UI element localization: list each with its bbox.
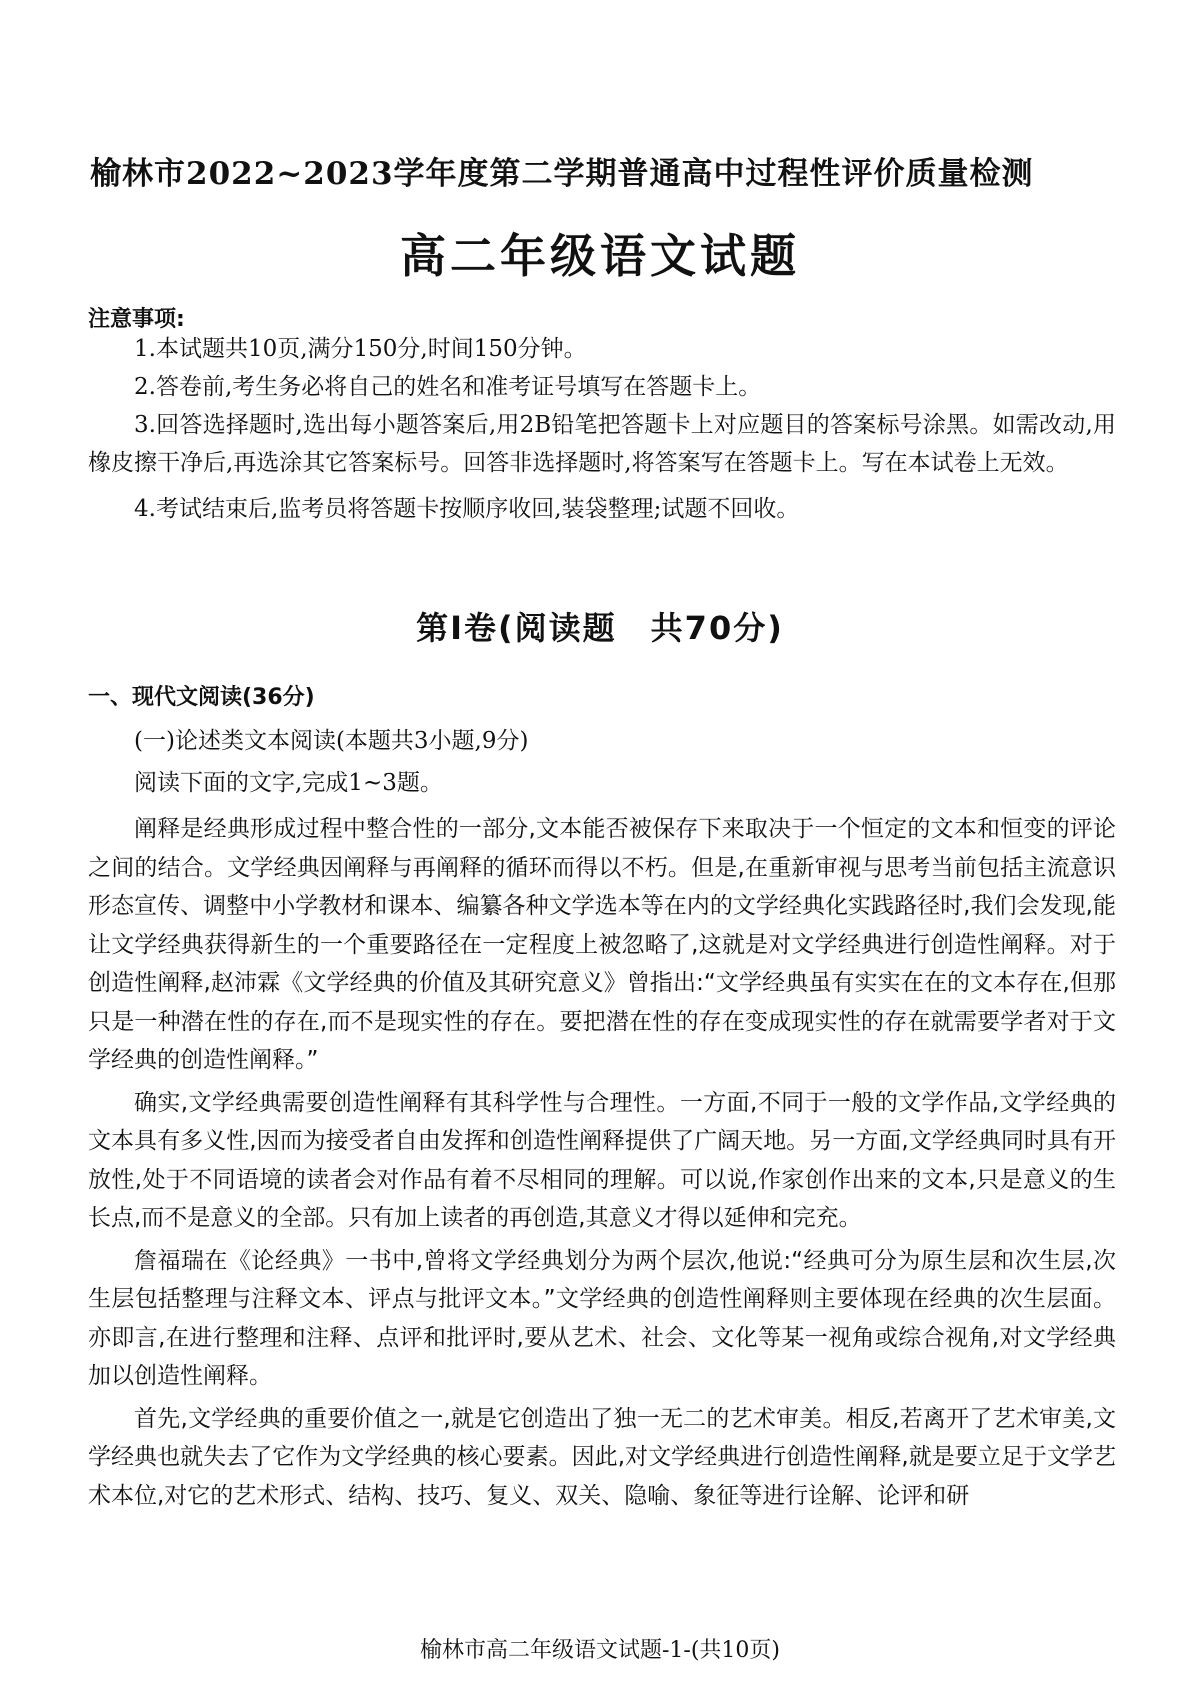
passage-paragraph: 詹福瑞在《论经典》一书中,曾将文学经典划分为两个层次,他说:“经典可分为原生层和次生层,次生层包括整理与注释文本、评点与批评文本。”文学经典的创造性阐释则主要体现在经典的次生层面。亦即言,在进行整理和注释、点评和批评时,要从艺术、社会、文化等某一视角或综合视角,对文学经典加以创造性阐释。: [88, 1247, 1116, 1389]
passage-paragraph: 确实,文学经典需要创造性阐释有其科学性与合理性。一方面,不同于一般的文学作品,文学经典的文本具有多义性,因而为接受者自由发挥和创造性阐释提供了广阔天地。另一方面,文学经典同时具有开放性,处于不同语境的读者会对作品有着不尽相同的理解。可以说,作家创作出来的文本,只是意义的生长点,而不是意义的全部。只有加上读者的再创造,其意义才得以延伸和完充。: [88, 1089, 1116, 1231]
notice-item: 1.本试题共10页,满分150分,时间150分钟。: [134, 336, 587, 362]
exam-title: 高二年级语文试题: [400, 229, 800, 283]
notice-list: [88, 330, 1116, 528]
notice-item: 3.回答选择题时,选出每小题答案后,用2B铅笔把答题卡上对应题目的答案标号涂黑。如需改动,用橡皮擦干净后,再选涂其它答案标号。回答非选择题时,将答案写在答题卡上。写在本试卷上无效。: [88, 412, 1116, 476]
reading-passage: [88, 810, 1116, 1519]
passage-paragraph: 首先,文学经典的重要价值之一,就是它创造出了独一无二的艺术审美。相反,若离开了艺术审美,文学经典也就失去了它作为文学经典的核心要素。因此,对文学经典进行创造性阐释,就是要立足于文学艺术本位,对它的艺术形式、结构、技巧、复义、双关、隐喻、象征等进行诠解、论评和研: [88, 1405, 1116, 1509]
part-heading: 一、现代文阅读(36分): [88, 685, 315, 710]
exam-header-line: 榆林市2022~2023学年度第二学期普通高中过程性评价质量检测: [90, 156, 1034, 192]
section-title: 第Ⅰ卷(阅读题 共70分): [416, 609, 784, 647]
notice-item: 2.答卷前,考生务必将自己的姓名和准考证号填写在答题卡上。: [134, 374, 762, 400]
page-footer: 榆林市高二年级语文试题-1-(共10页): [419, 1638, 781, 1663]
reading-instruction: 阅读下面的文字,完成1~3题。: [134, 770, 443, 796]
passage-paragraph: 阐释是经典形成过程中整合性的一部分,文本能否被保存下来取决于一个恒定的文本和恒变的评论之间的结合。文学经典因阐释与再阐释的循环而得以不朽。但是,在重新审视与思考当前包括主流意识形态宣传、调整中小学教材和课本、编纂各种文学选本等在内的文学经典化实践路径时,我们会发现,能让文学经典获得新生的一个重要路径在一定程度上被忽略了,这就是对文学经典进行创造性阐释。对于创造性阐释,赵沛霖《文学经典的价值及其研究意义》曾指出:“文学经典虽有实实在在的文本存在,但那只是一种潜在性的存在,而不是现实性的存在。要把潜在性的存在变成现实性的存在就需要学者对于文学经典的创造性阐释。”: [88, 816, 1116, 1073]
notice-item: 4.考试结束后,监考员将答题卡按顺序收回,装袋整理;试题不回收。: [134, 496, 800, 522]
subsection-heading: (一)论述类文本阅读(本题共3小题,9分): [134, 728, 529, 754]
notice-heading: 注意事项:: [88, 307, 185, 332]
